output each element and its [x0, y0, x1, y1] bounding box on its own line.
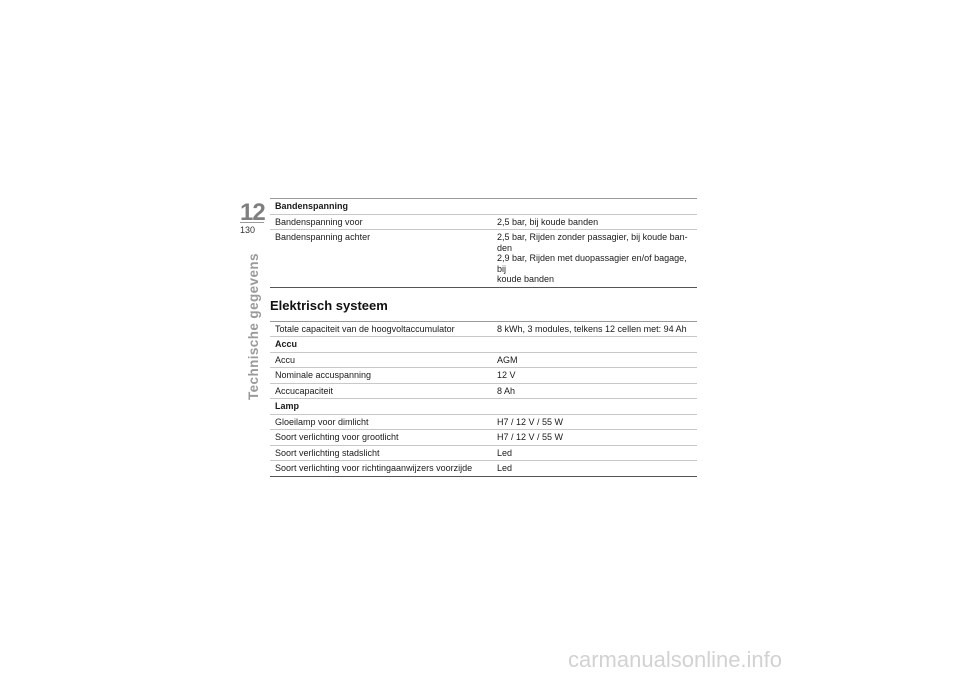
row-label: Bandenspanning achter [270, 230, 493, 288]
row-label: Accu [270, 352, 493, 368]
row-value: 2,5 bar, bij koude banden [493, 214, 697, 230]
row-label: Bandenspanning voor [270, 214, 493, 230]
row-value: 2,5 bar, Rijden zonder passagier, bij koude ban- den 2,9 bar, Rijden met duopassagier en/of bagage, bij koude banden [493, 230, 697, 288]
row-label: Soort verlichting voor grootlicht [270, 430, 493, 446]
chapter-number: 12 [240, 199, 265, 226]
tyre-pressure-table [270, 198, 697, 288]
row-value: H7 / 12 V / 55 W [493, 430, 697, 446]
section-heading: Elektrisch systeem [270, 297, 388, 313]
page-number: 130 [240, 222, 264, 236]
row-label: Soort verlichting stadslicht [270, 445, 493, 461]
row-value: H7 / 12 V / 55 W [493, 414, 697, 430]
table-group-header [270, 399, 697, 415]
electrical-table [270, 321, 697, 477]
table-group-header [270, 337, 697, 353]
watermark: carmanualsonline.info [568, 647, 783, 672]
table-row [270, 368, 697, 384]
table-row [270, 352, 697, 368]
row-value: Led [493, 461, 697, 477]
table-group-header [270, 199, 697, 215]
row-value: 8 Ah [493, 383, 697, 399]
lamp-heading: Lamp [270, 399, 697, 415]
row-value: AGM [493, 352, 697, 368]
row-label: Gloeilamp voor dimlicht [270, 414, 493, 430]
table-row [270, 230, 697, 288]
row-value: 8 kWh, 3 modules, telkens 12 cellen met: 94 Ah [493, 321, 697, 337]
table-row [270, 430, 697, 446]
battery-heading: Accu [270, 337, 697, 353]
table-row [270, 214, 697, 230]
row-label: Soort verlichting voor richtingaanwijzers voorzijde [270, 461, 493, 477]
content [270, 198, 697, 477]
row-value: 12 V [493, 368, 697, 384]
tyre-pressure-heading: Bandenspanning [270, 199, 697, 215]
table-row [270, 445, 697, 461]
row-label: Totale capaciteit van de hoogvoltaccumulator [270, 321, 493, 337]
row-label: Nominale accuspanning [270, 368, 493, 384]
row-label: Accucapaciteit [270, 383, 493, 399]
chapter-title: Technische gegevens [246, 253, 261, 400]
table-row [270, 414, 697, 430]
table-row [270, 383, 697, 399]
row-value: Led [493, 445, 697, 461]
table-row [270, 321, 697, 337]
table-row [270, 461, 697, 477]
